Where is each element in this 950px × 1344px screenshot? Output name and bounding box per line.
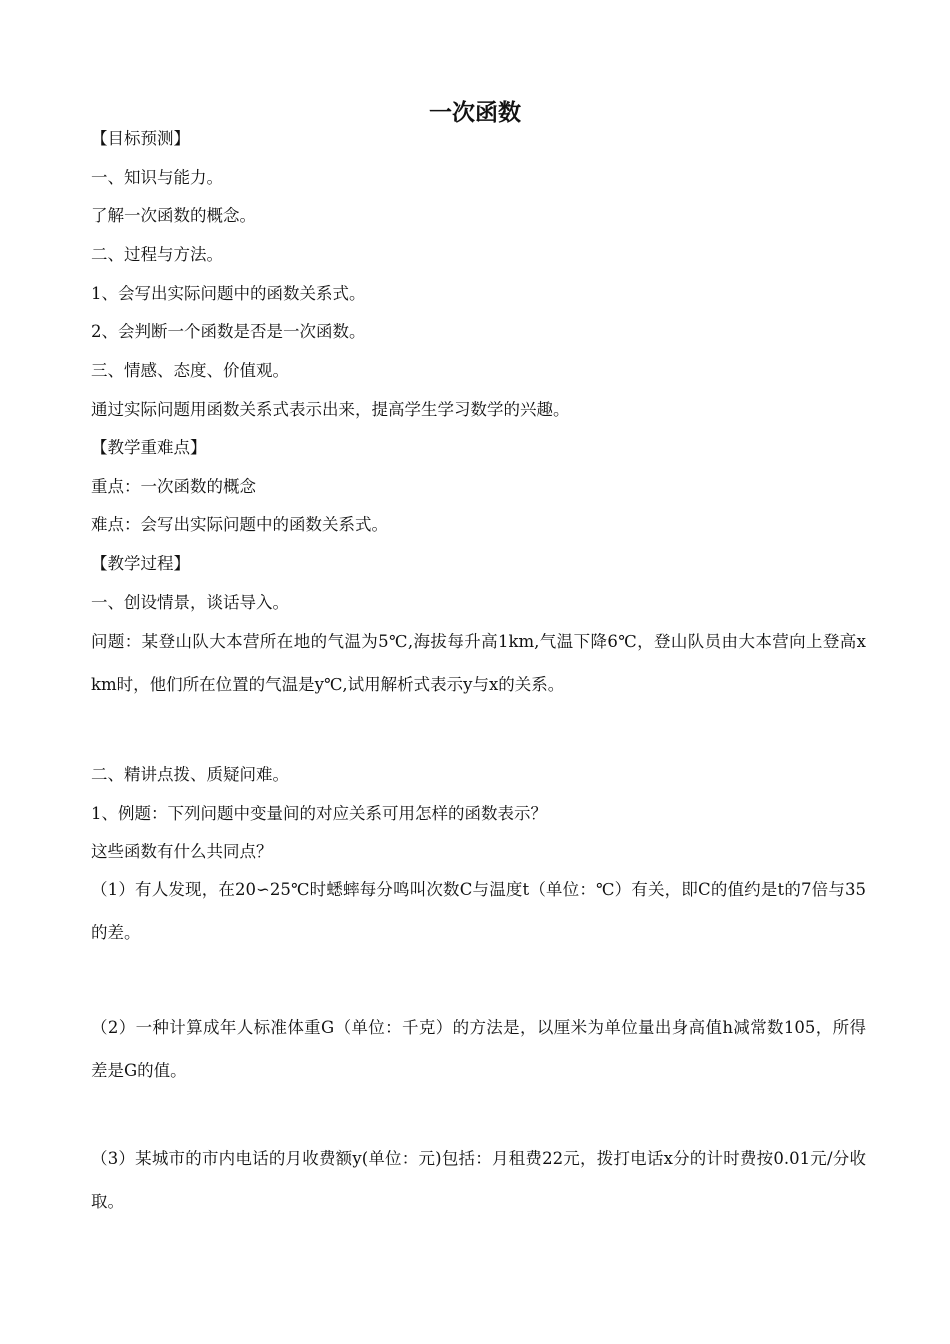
heading-key-points: 【教学重难点】 bbox=[91, 438, 207, 457]
example-item-2: （2）一种计算成年人标准体重G（单位：千克）的方法是，以厘米为单位量出身高值h减常数105，所得差是G的值。 bbox=[91, 1018, 866, 1080]
example-question: 这些函数有什么共同点？ bbox=[91, 842, 273, 861]
example-item-3: （3）某城市的市内电话的月收费额y(单位：元)包括：月租费22元，拨打电话x分的计时费按0.01元/分收取。 bbox=[91, 1149, 866, 1211]
example-intro: 1、例题：下列问题中变量间的对应关系可用怎样的函数表示？ bbox=[91, 804, 547, 823]
goal-knowledge-text: 了解一次函数的概念。 bbox=[91, 206, 256, 225]
goal-process-heading: 二、过程与方法。 bbox=[91, 245, 223, 264]
goal-emotion-heading: 三、情感、态度、价值观。 bbox=[91, 361, 289, 380]
document-title: 一次函数 bbox=[429, 100, 521, 126]
goal-knowledge-heading: 一、知识与能力。 bbox=[91, 168, 223, 187]
problem-text: 问题：某登山队大本营所在地的气温为5℃,海拔每升高1km,气温下降6℃，登山队员由大本营向上登高x km时，他们所在位置的气温是y℃,试用解析式表示y与x的关系。 bbox=[91, 632, 866, 694]
heading-teaching-process: 【教学过程】 bbox=[91, 554, 190, 573]
goal-process-item-1: 1、会写出实际问题中的函数关系式。 bbox=[91, 284, 366, 303]
difficult-point: 难点：会写出实际问题中的函数关系式。 bbox=[91, 515, 388, 534]
key-point: 重点：一次函数的概念 bbox=[91, 477, 256, 496]
section-1-heading: 一、创设情景，谈话导入。 bbox=[91, 593, 289, 612]
section-2-heading: 二、精讲点拨、质疑问难。 bbox=[91, 765, 289, 784]
goal-process-item-2: 2、会判断一个函数是否是一次函数。 bbox=[91, 322, 366, 341]
example-item-1: （1）有人发现，在20∽25℃时蟋蟀每分鸣叫次数C与温度t（单位：℃）有关，即C的值约是t的7倍与35的差。 bbox=[91, 880, 866, 942]
heading-goals: 【目标预测】 bbox=[91, 129, 190, 148]
goal-emotion-text: 通过实际问题用函数关系式表示出来，提高学生学习数学的兴趣。 bbox=[91, 400, 570, 419]
